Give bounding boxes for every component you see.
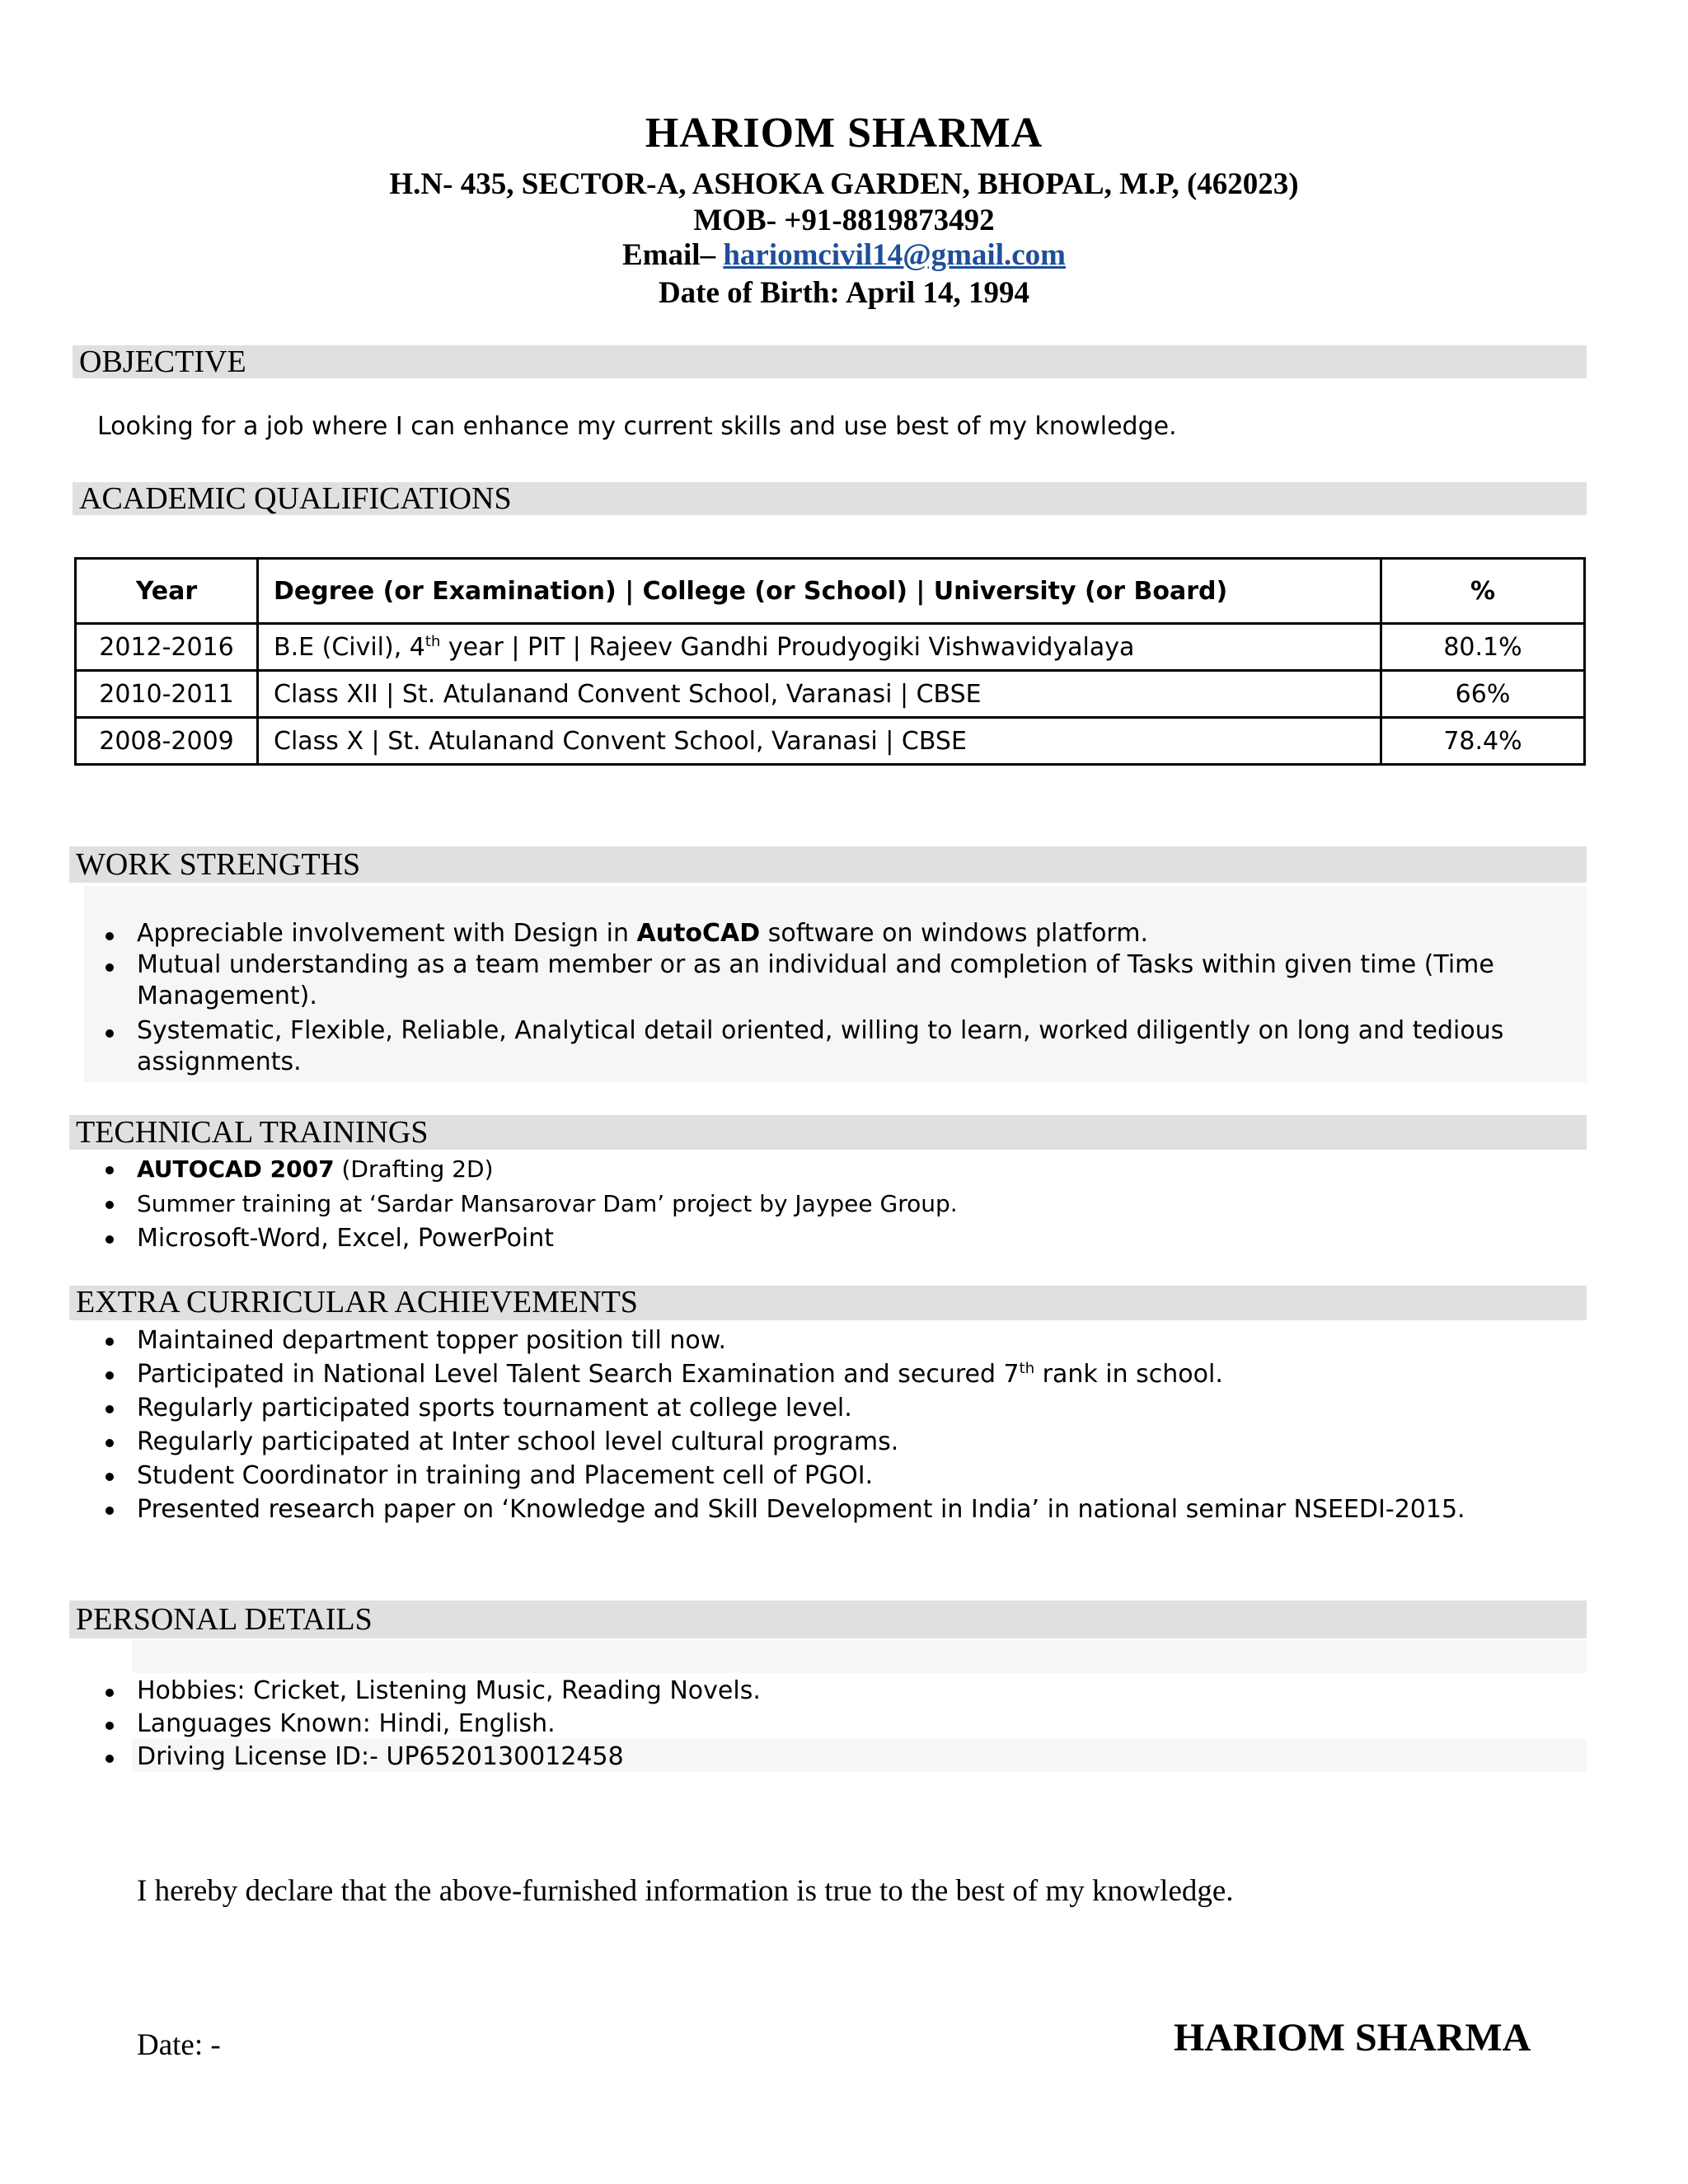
candidate-name: HARIOM SHARMA [645, 110, 1043, 157]
list-item: Student Coordinator in training and Placement cell of PGOI. [92, 1459, 1465, 1493]
work-strengths-title: WORK STRENGTHS [76, 847, 361, 882]
declaration: I hereby declare that the above-furnished information is true to the best of my knowledge. [137, 1874, 1234, 1908]
row-degree: B.E (Civil), 4th year | PIT | Rajeev Gandhi Proudyogiki Vishwavidyalaya [258, 624, 1381, 671]
header-degree: Degree (or Examination) | College (or School) | University (or Board) [258, 559, 1381, 624]
list-item: AUTOCAD 2007 (Drafting 2D) [92, 1152, 958, 1187]
table-header-row [76, 559, 1585, 624]
work-strengths-list [92, 918, 1503, 1078]
table-row [76, 671, 1585, 718]
date-of-birth: Date of Birth: April 14, 1994 [658, 276, 1030, 310]
row-year: 2010-2011 [76, 671, 258, 718]
list-item: Summer training at ‘Sardar Mansarovar Dam’ project by Jaypee Group. [92, 1187, 958, 1221]
technical-list [92, 1152, 958, 1256]
signature-name: HARIOM SHARMA [1174, 2016, 1531, 2060]
extra-title: EXTRA CURRICULAR ACHIEVEMENTS [76, 1285, 638, 1319]
objective-bar [73, 345, 1587, 378]
personal-title: PERSONAL DETAILS [76, 1602, 373, 1637]
personal-list [92, 1675, 761, 1774]
academic-table [74, 557, 1586, 766]
address: H.N- 435, SECTOR-A, ASHOKA GARDEN, BHOPAL, M.P, (462023) [389, 167, 1299, 201]
header-year: Year [76, 559, 258, 624]
list-item: Appreciable involvement with Design in AutoCAD software on windows platform. [92, 918, 1503, 949]
list-item: Mutual understanding as a team member or as an individual and completion of Tasks within given time (Time Management). [92, 949, 1503, 1012]
objective-text: Looking for a job where I can enhance my current skills and use best of my knowledge. [97, 412, 1177, 441]
row-year: 2008-2009 [76, 718, 258, 765]
list-item: Hobbies: Cricket, Listening Music, Reading Novels. [92, 1675, 761, 1708]
list-item: Systematic, Flexible, Reliable, Analytical detail oriented, willing to learn, worked diligently on long and tedious assignments. [92, 1015, 1503, 1078]
extra-list [92, 1324, 1465, 1526]
email-link[interactable]: hariomcivil14@gmail.com [723, 238, 1066, 272]
list-item: Presented research paper on ‘Knowledge and Skill Development in India’ in national seminar NSEEDI-2015. [92, 1493, 1465, 1526]
table-row [76, 718, 1585, 765]
table-row [76, 624, 1585, 671]
email-line [0, 237, 1688, 273]
row-degree: Class XII | St. Atulanand Convent School, Varanasi | CBSE [258, 671, 1381, 718]
personal-panel [132, 1640, 1587, 1673]
list-item: Participated in National Level Talent Search Examination and secured 7th rank in school. [92, 1357, 1465, 1391]
mobile-number: MOB- +91-8819873492 [693, 204, 995, 237]
row-percent: 80.1% [1381, 624, 1585, 671]
list-item: Languages Known: Hindi, English. [92, 1708, 761, 1741]
date-label: Date: - [137, 2028, 221, 2062]
row-percent: 66% [1381, 671, 1585, 718]
objective-title: OBJECTIVE [79, 344, 246, 379]
technical-title: TECHNICAL TRAININGS [76, 1115, 429, 1150]
list-item: Maintained department topper position till now. [92, 1324, 1465, 1357]
academic-title: ACADEMIC QUALIFICATIONS [79, 481, 512, 516]
header-percent: % [1381, 559, 1585, 624]
row-percent: 78.4% [1381, 718, 1585, 765]
list-item: Driving License ID:- UP6520130012458 [92, 1741, 761, 1774]
email-label: Email– [622, 238, 724, 272]
list-item: Microsoft-Word, Excel, PowerPoint [92, 1221, 958, 1256]
list-item: Regularly participated sports tournament at college level. [92, 1391, 1465, 1425]
list-item: Regularly participated at Inter school level cultural programs. [92, 1425, 1465, 1459]
row-degree: Class X | St. Atulanand Convent School, Varanasi | CBSE [258, 718, 1381, 765]
row-year: 2012-2016 [76, 624, 258, 671]
